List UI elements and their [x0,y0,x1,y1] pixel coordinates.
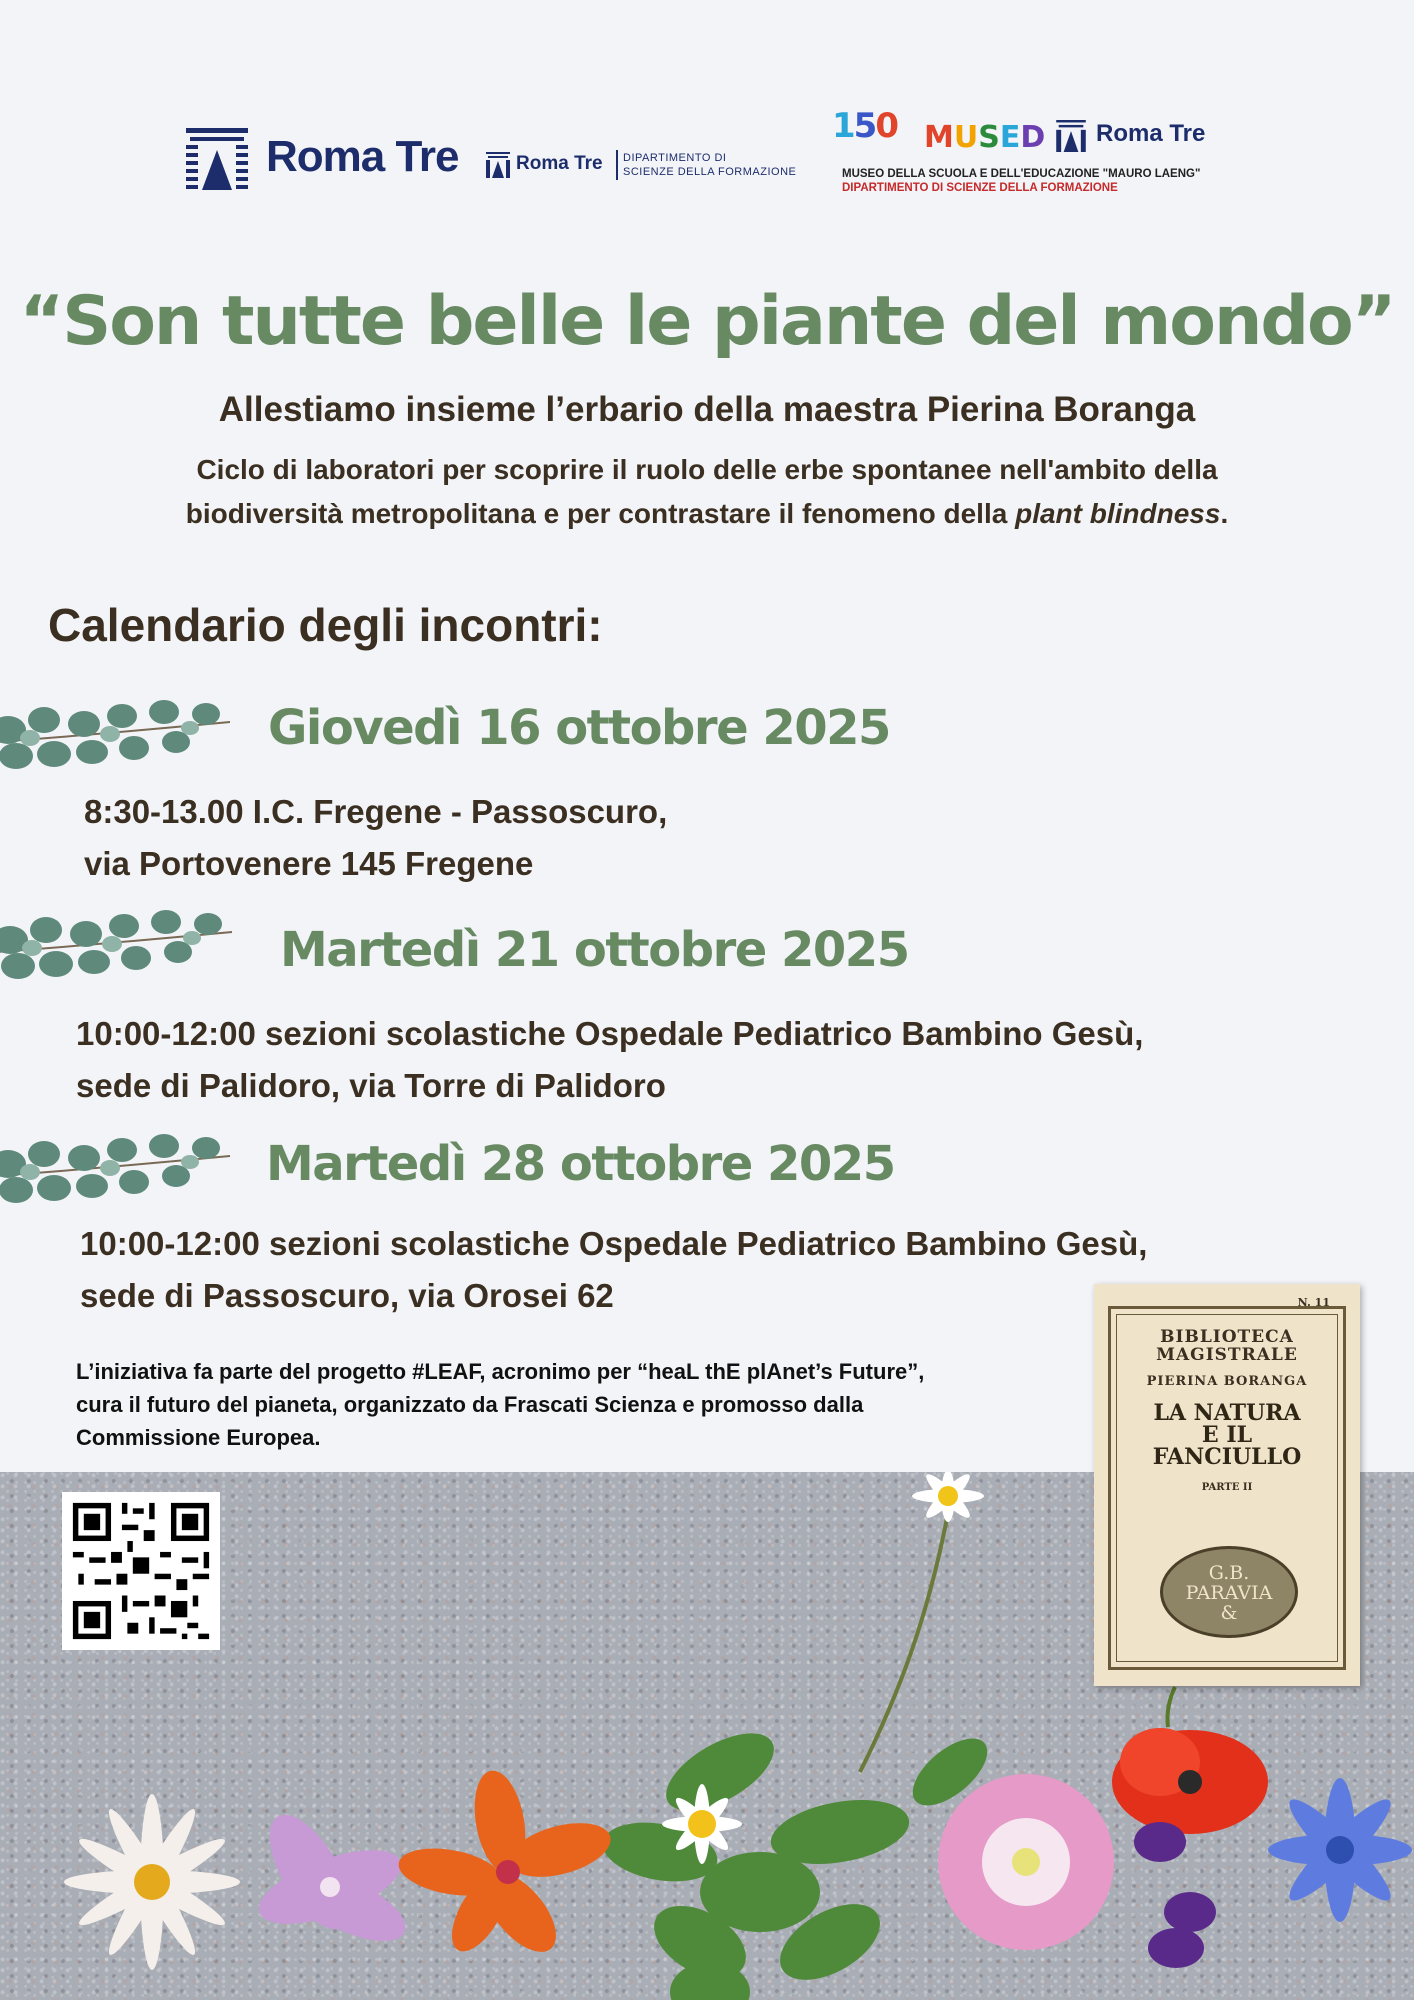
poster-description [60,448,1354,536]
event-details [76,1008,1143,1112]
small-daisy-icon [912,1472,984,1522]
book-title [1094,1402,1360,1468]
event-time-place: 10:00-12:00 sezioni scolastiche Ospedale Pediatrico Bambino Gesù, [80,1225,1148,1262]
flower-stem [860,1502,950,1772]
roma-tre-logo [186,128,476,198]
mallow-flower-icon [250,1803,415,1955]
publisher-line-2: PARAVIA [1185,1582,1273,1604]
mused-logo [832,106,1222,196]
note-line-1: L’iniziativa fa parte del progetto #LEAF, acronimo per “heaL thE plAnet’s Future”, [76,1359,925,1384]
department-logo-name: Roma Tre [516,153,603,174]
event-address: via Portovenere 145 Fregene [84,845,534,882]
department-line-2: SCIENZE DELLA FORMAZIONE [623,166,797,178]
white-daisy-icon [64,1794,240,1970]
qr-code[interactable] [62,1492,220,1650]
publisher-line-1: G.B. [1208,1562,1250,1584]
publisher-line-3: & [1220,1602,1238,1624]
mused-museum-name: MUSEO DELLA SCUOLA E DELL'EDUCAZIONE "MAURO LAENG" [842,168,1201,180]
publisher-emblem [1160,1546,1298,1638]
violet-flowers-icon [1134,1822,1216,1968]
event-date: Giovedì 16 ottobre 2025 [268,700,890,756]
event-date: Martedì 28 ottobre 2025 [266,1136,895,1192]
note-line-3: Commissione Europea. [76,1425,321,1450]
department-logo [486,150,806,184]
description-line-2 [60,492,1354,536]
event-time-place: 8:30-13.00 I.C. Fregene - Passoscuro, [84,793,668,830]
department-logo-text [623,151,796,179]
book-number: N. 11 [1297,1296,1330,1309]
book-part: PARTE II [1201,1482,1253,1493]
event-date: Martedì 21 ottobre 2025 [280,922,909,978]
mused-150-mark: 150 [832,106,898,146]
roma-tre-small-mark-icon [486,152,510,178]
mused-roma-tre-name: Roma Tre [1096,120,1206,147]
event-details [84,786,667,890]
description-line-1: Ciclo di laboratori per scoprire il ruolo delle erbe spontanee nell'ambito della [196,454,1218,485]
poster-subtitle: Allestiamo insieme l’erbario della maestra Pierina Boranga [218,390,1196,429]
book-title-line-3: FANCIULLO [1152,1444,1302,1470]
orange-flower-icon [395,1767,616,1965]
chicory-flower-icon [1268,1778,1412,1922]
mused-wordmark: MUSED [924,120,1046,155]
description-italic-term: plant blindness [1015,498,1221,529]
eucalyptus-branch-icon [0,900,236,990]
calendar-heading: Calendario degli incontri: [48,599,603,651]
book-cover [1094,1284,1360,1686]
note-line-2: cura il futuro del pianeta, organizzato da Frascati Scienza e promosso dalla [76,1392,864,1417]
description-end: . [1220,498,1229,529]
poppy-flower-icon [1112,1687,1268,1834]
book-author: PIERINA BORANGA [1146,1374,1308,1389]
event-address: sede di Passoscuro, via Orosei 62 [80,1277,614,1314]
mused-department-name: DIPARTIMENTO DI SCIENZE DELLA FORMAZIONE [842,182,1118,194]
description-text: biodiversità metropolitana e per contrastare il fenomeno della [185,498,1016,529]
book-series-line-2: MAGISTRALE [1156,1345,1298,1365]
bindweed-flower-icon [938,1774,1114,1950]
roma-tre-wordmark: Roma Tre [266,132,459,181]
qr-code-icon [62,1492,220,1650]
department-logo-divider [616,150,618,180]
poster-title: “Son tutte belle le piante del mondo” [19,282,1395,361]
eucalyptus-branch-icon [0,1124,234,1214]
department-line-1: DIPARTIMENTO DI [623,152,727,164]
project-note [76,1355,1056,1454]
roma-tre-small-mark-icon [1056,120,1086,152]
book-series [1094,1328,1360,1364]
book-title-line-1: LA NATURA [1153,1400,1301,1426]
book-series-line-1: BIBLIOTECA [1160,1327,1294,1347]
event-address: sede di Palidoro, via Torre di Palidoro [76,1067,666,1104]
event-time-place: 10:00-12:00 sezioni scolastiche Ospedale Pediatrico Bambino Gesù, [76,1015,1144,1052]
roma-tre-mark-icon [186,128,248,192]
eucalyptus-branch-icon [0,690,234,780]
event-details [80,1218,1147,1322]
book-publisher [1163,1563,1295,1623]
book-title-line-2: E IL [1201,1422,1253,1448]
